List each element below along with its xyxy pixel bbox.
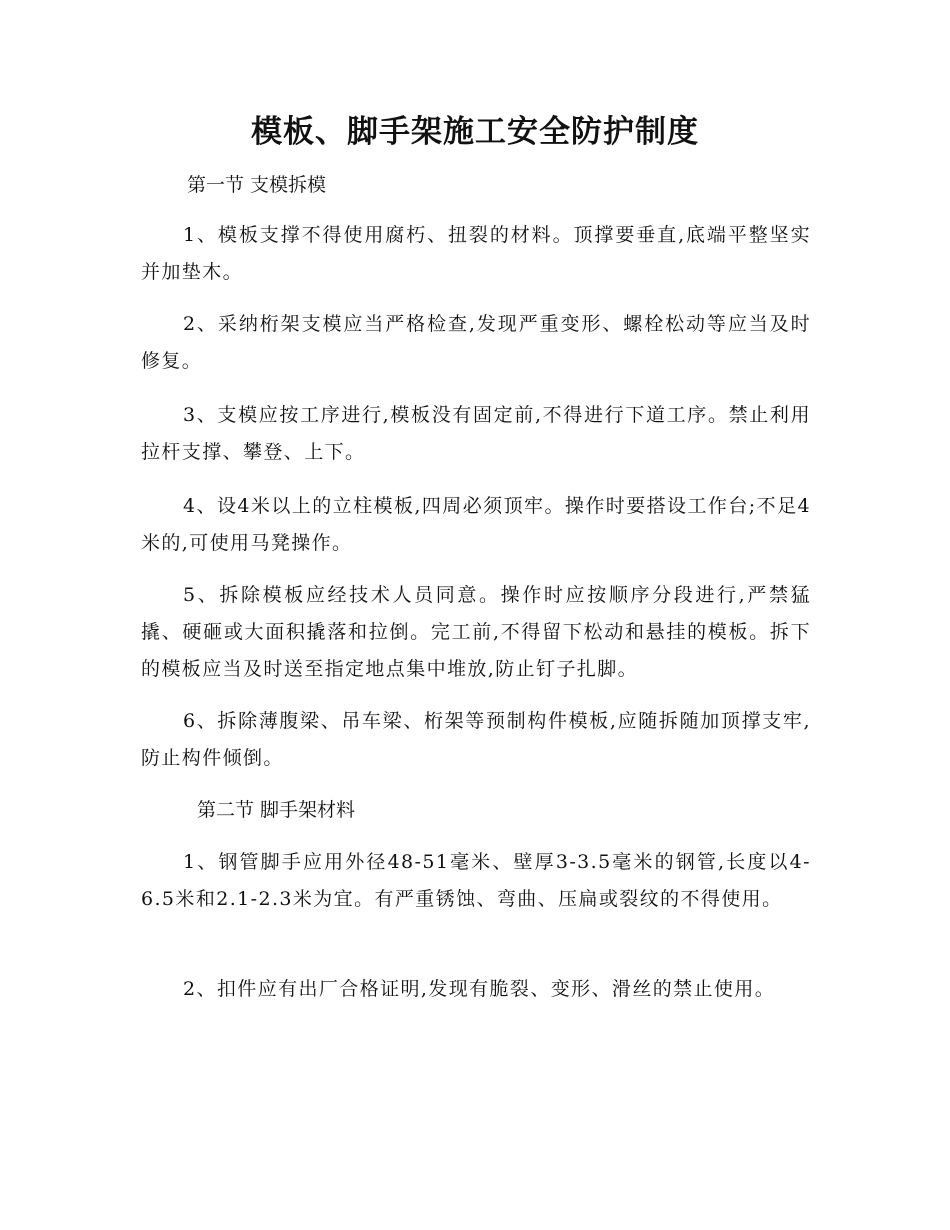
paragraph: 1、钢管脚手应用外径48-51毫米、壁厚3-3.5毫米的钢管,长度以4-6.5米和2.1-2.3米为宜。有严重锈蚀、弯曲、压扁或裂纹的不得使用。 (141, 851, 811, 910)
paragraph: 6、拆除薄腹梁、吊车梁、桁架等预制构件模板,应随拆随加顶撑支牢,防止构件倾倒。 (141, 710, 811, 769)
section-heading-1: 第一节 支模拆模 (187, 174, 327, 196)
paragraph: 5、拆除模板应经技术人员同意。操作时应按顺序分段进行,严禁猛撬、硬砸或大面积撬落和拉倒。完工前,不得留下松动和悬挂的模板。拆下的模板应当及时送至指定地点集中堆放,防止钉子扎脚。 (141, 584, 811, 680)
paragraph: 2、扣件应有出厂合格证明,发现有脆裂、变形、滑丝的禁止使用。 (183, 978, 776, 1000)
section-heading-2: 第二节 脚手架材料 (197, 799, 356, 821)
paragraph: 4、设4米以上的立柱模板,四周必须顶牢。操作时要搭设工作台;不足4米的,可使用马凳操作。 (141, 495, 811, 554)
paragraph: 2、采纳桁架支模应当严格检查,发现严重变形、螺栓松动等应当及时修复。 (141, 313, 811, 372)
document-title: 模板、脚手架施工安全防护制度 (251, 114, 699, 150)
paragraph: 3、支模应按工序进行,模板没有固定前,不得进行下道工序。禁止利用拉杆支撑、攀登、上下。 (141, 404, 811, 463)
paragraph: 1、模板支撑不得使用腐朽、扭裂的材料。顶撑要垂直,底端平整坚实并加垫木。 (141, 224, 811, 283)
